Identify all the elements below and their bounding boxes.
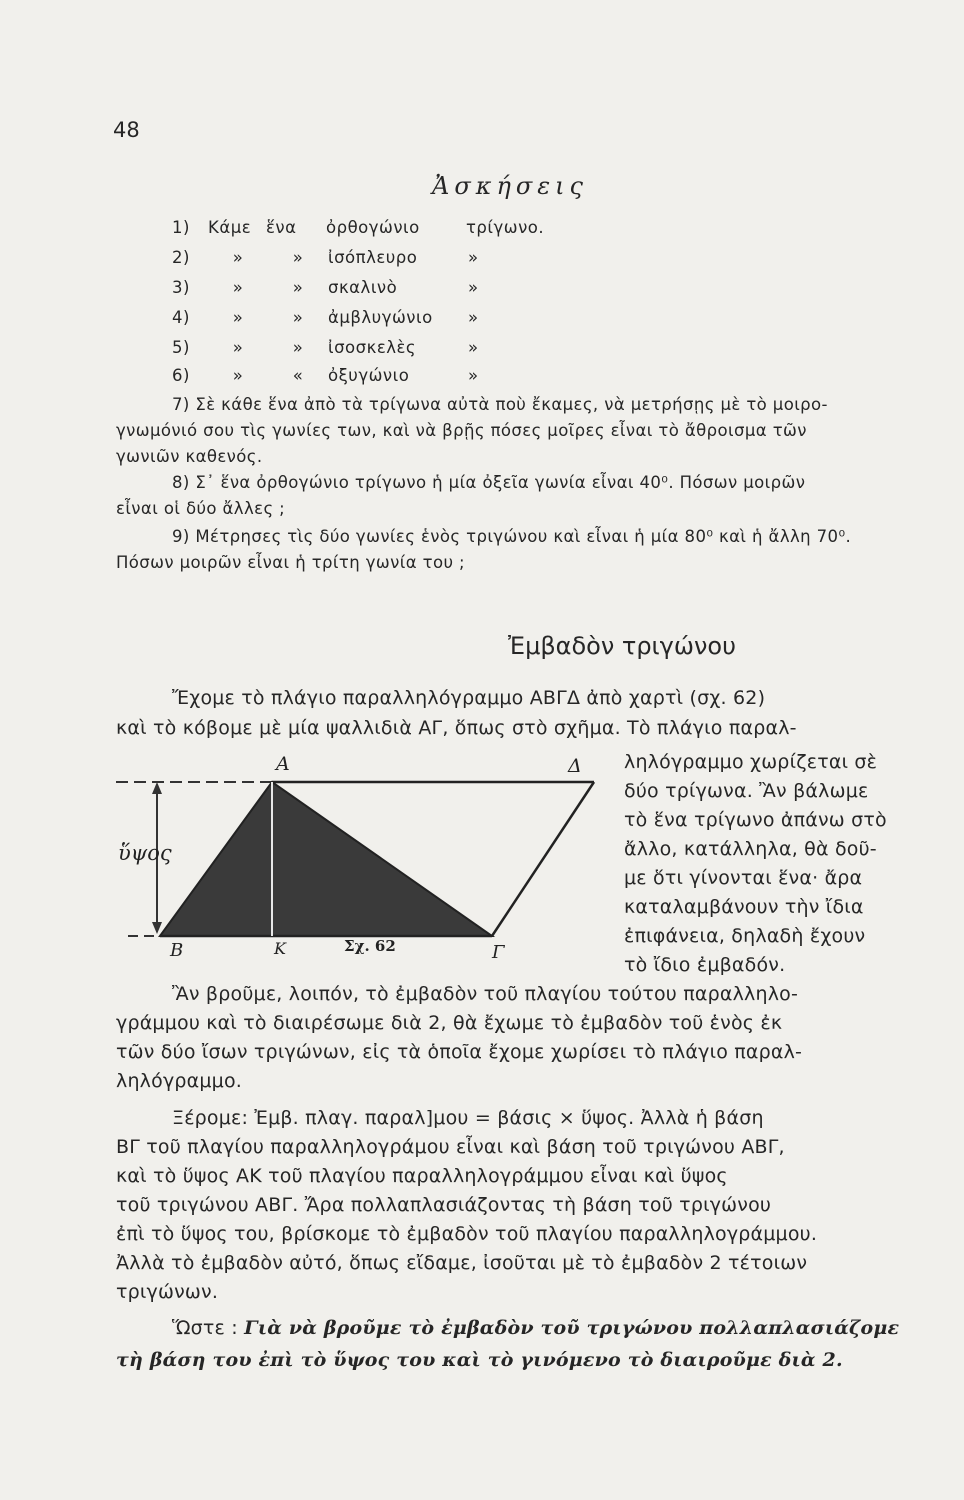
label-b: Β	[170, 940, 184, 961]
exercise-item: 5) » » ἰσοσκελὲς »	[172, 338, 479, 357]
paragraph-line: τριγώνων.	[116, 1281, 219, 1303]
side-text-line: τὸ ἕνα τρίγωνο ἀπάνω στὸ	[624, 809, 887, 831]
label-d: Δ	[568, 755, 582, 777]
side-text-line: τὸ ἴδιο ἐμβαδόν.	[624, 954, 786, 976]
side-text-line: ἄλλο, κατάλληλα, θὰ δοῦ-	[624, 838, 877, 860]
side-text-line: ληλόγραμμο χωρίζεται σὲ	[624, 751, 878, 773]
paragraph-line: γράμμου καὶ τὸ διαιρέσωμε διὰ 2, θὰ ἔχωμε τὸ ἐμβαδὸν τοῦ ἑνὸς ἐκ	[116, 1012, 783, 1034]
exercise-7-line3: γωνιῶν καθενός.	[116, 447, 263, 466]
exercise-8-line1: 8) Σ᾽ ἕνα ὀρθογώνιο τρίγωνο ἡ μία ὀξεῖα γωνία εἶναι 40⁰. Πόσων μοιρῶν	[172, 473, 806, 492]
paragraph-line: καὶ τὸ ὕψος ΑΚ τοῦ πλαγίου παραλληλογράμμου εἶναι καὶ ὕψος	[116, 1165, 728, 1187]
side-text-line: καταλαμβάνουν τὴν ἴδια	[624, 896, 864, 918]
exercise-7-line2: γνωμόνιό σου τὶς γωνίες των, καὶ νὰ βρῇς πόσες μοῖρες εἶναι τὸ ἄθροισμα τῶν	[116, 421, 807, 440]
paragraph-line: ΒΓ τοῦ πλαγίου παραλληλογράμου εἶναι καὶ βάση τοῦ τριγώνου ΑΒΓ,	[116, 1136, 785, 1158]
exercises-heading: Ἀσκήσεις	[432, 172, 588, 200]
paragraph-line: τοῦ τριγώνου ΑΒΓ. Ἄρα πολλαπλασιάζοντας τὴ βάση τοῦ τριγώνου	[116, 1194, 772, 1216]
intro-line: καὶ τὸ κόβομε μὲ μία ψαλλιδιὰ ΑΓ, ὅπως στὸ σχῆμα. Τὸ πλάγιο παραλ-	[116, 717, 797, 739]
paragraph-line: Ξέρομε: Ἐμβ. πλαγ. παραλ]μου = βάσις × ὕψος. Ἀλλὰ ἡ βάση	[172, 1107, 764, 1129]
paragraph-line: ληλόγραμμο.	[116, 1070, 243, 1092]
exercise-item: 3) » » σκαλινὸ »	[172, 278, 479, 297]
exercise-item: 1) Κάμε ἕνα ὀρθογώνιο τρίγωνο.	[172, 218, 545, 237]
exercise-item: 6) » « ὀξυγώνιο »	[172, 366, 479, 385]
exercise-8-line2: εἶναι οἱ δύο ἄλλες ;	[116, 499, 286, 518]
exercise-9-line1: 9) Μέτρησες τὶς δύο γωνίες ἑνὸς τριγώνου καὶ εἶναι ἡ μία 80⁰ καὶ ἡ ἄλλη 70⁰.	[172, 527, 852, 546]
intro-line: Ἔχομε τὸ πλάγιο παραλληλόγραμμο ΑΒΓΔ ἀπὸ χαρτὶ (σχ. 62)	[172, 687, 766, 709]
rule-text: Γιὰ νὰ βροῦμε τὸ ἐμβαδὸν τοῦ τριγώνου πολλαπλασιάζομε	[244, 1317, 900, 1339]
exercise-item: 2) » » ἰσόπλευρο »	[172, 248, 479, 267]
rule-line2: τὴ βάση του ἐπὶ τὸ ὕψος του καὶ τὸ γινόμενο τὸ διαιροῦμε διὰ 2.	[116, 1349, 843, 1371]
paragraph-line: τῶν δύο ἴσων τριγώνων, εἰς τὰ ὁποῖα ἔχομε χωρίσει τὸ πλάγιο παραλ-	[116, 1041, 803, 1063]
label-height: ὕψος	[118, 841, 172, 865]
rule-prefix: Ὥστε :	[172, 1317, 238, 1339]
label-a: Α	[276, 753, 290, 775]
page-number: 48	[113, 118, 140, 142]
exercise-7-line1: 7) Σὲ κάθε ἕνα ἀπὸ τὰ τρίγωνα αὐτὰ ποὺ ἔκαμες, νὰ μετρήσῃς μὲ τὸ μοιρο-	[172, 395, 828, 414]
paragraph-line: Ἂν βροῦμε, λοιπόν, τὸ ἐμβαδὸν τοῦ πλαγίου τούτου παραλληλο-	[172, 983, 799, 1005]
paragraph-line: ἐπὶ τὸ ὕψος του, βρίσκομε τὸ ἐμβαδὸν τοῦ πλαγίου παραλληλογράμμου.	[116, 1223, 818, 1245]
exercise-9-line2: Πόσων μοιρῶν εἶναι ἡ τρίτη γωνία του ;	[116, 553, 466, 572]
parallelogram-figure	[100, 748, 640, 968]
figure-caption: Σχ. 62	[344, 937, 396, 955]
side-text-line: δύο τρίγωνα. Ἂν βάλωμε	[624, 780, 869, 802]
exercise-item: 4) » » ἀμβλυγώνιο »	[172, 308, 479, 327]
side-text-line: ἐπιφάνεια, δηλαδὴ ἔχουν	[624, 925, 866, 947]
side-text-line: με ὅτι γίνονται ἕνα· ἄρα	[624, 867, 863, 889]
label-k: Κ	[274, 939, 286, 958]
section-title: Ἐμβαδὸν τριγώνου	[508, 632, 736, 660]
rule-line1	[172, 1314, 899, 1344]
paragraph-line: Ἀλλὰ τὸ ἐμβαδὸν αὐτό, ὅπως εἴδαμε, ἰσοῦται μὲ τὸ ἐμβαδὸν 2 τέτοιων	[116, 1252, 808, 1274]
label-g: Γ	[492, 942, 505, 963]
